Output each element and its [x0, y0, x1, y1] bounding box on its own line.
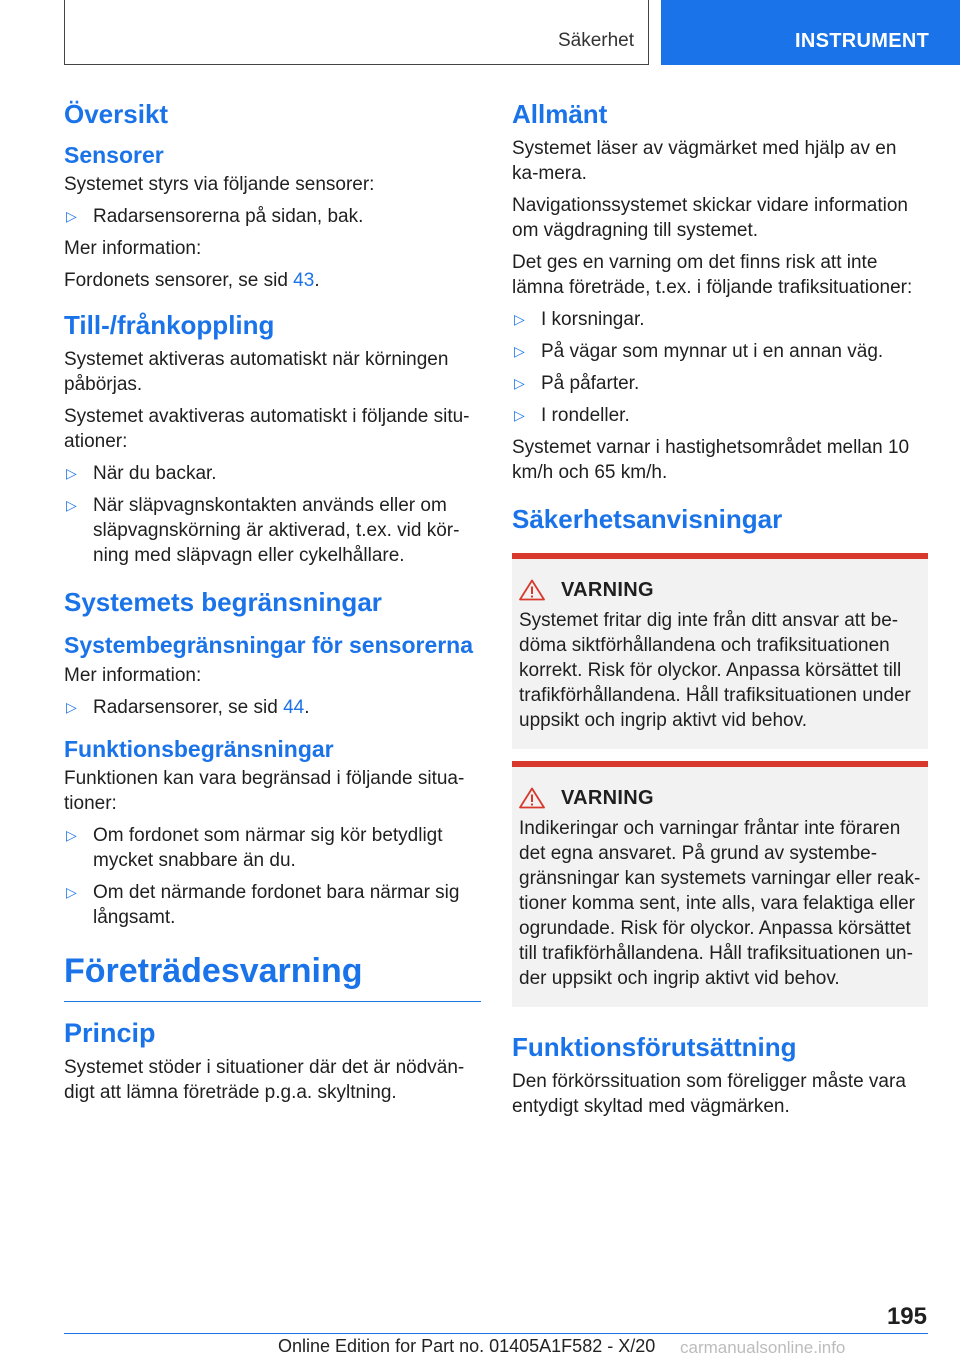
paragraph: Systemet läser av vägmärket med hjälp av en ka-mera. — [512, 137, 897, 184]
bullet-list — [64, 461, 481, 568]
warning-box — [512, 761, 928, 1007]
triangle-right-icon: ▷ — [514, 342, 525, 359]
heading-systemets-begransningar: Systemets begränsningar — [64, 587, 382, 618]
heading-systembegransningar-sensorerna: Systembegränsningar för sensorerna — [64, 632, 474, 659]
paragraph-with-link: Fordonets sensorer, se sid 43. — [64, 270, 320, 292]
triangle-right-icon: ▷ — [66, 208, 77, 225]
list-item: ▷ När du backar. — [66, 463, 217, 485]
warning-triangle-icon — [519, 787, 545, 809]
footer-edition: Online Edition for Part no. 01405A1F582 - X/20 — [278, 1336, 656, 1356]
page-link-43[interactable]: 43 — [293, 270, 315, 292]
triangle-right-icon: ▷ — [514, 310, 525, 327]
warning-title: VARNING — [519, 787, 921, 810]
list-item: ▷ Om fordonet som närmar sig kör betydligt mycket snabbare än du. — [66, 824, 443, 871]
list-item: ▷ Om det närmande fordonet bara närmar sig långsamt. — [66, 881, 460, 928]
right-column — [512, 100, 928, 1126]
paragraph: Den förkörssituation som föreligger måste vara entydigt skyltad med vägmärken. — [512, 1070, 906, 1117]
heading-oversikt: Översikt — [64, 99, 169, 129]
triangle-right-icon: ▷ — [66, 497, 77, 514]
bullet-list — [64, 695, 481, 720]
header-chapter-title: INSTRUMENT — [795, 30, 930, 52]
triangle-right-icon: ▷ — [66, 698, 77, 715]
triangle-right-icon: ▷ — [66, 465, 77, 482]
bullet-list — [512, 307, 928, 428]
bullet-list — [64, 204, 481, 229]
heading-allmant: Allmänt — [512, 99, 608, 129]
paragraph: Det ges en varning om det finns risk att inte lämna företräde, t.ex. i följande trafiksituationer: — [512, 251, 913, 298]
left-column — [64, 100, 481, 1112]
header-section-title: Säkerhet — [557, 30, 634, 51]
heading-funktionsforutsattning: Funktionsförutsättning — [512, 1031, 797, 1062]
list-item: ▷ När släpvagnskontakten används eller om släpvagnskörning är aktiverad, t.ex. vid kör-ning med släpvagn eller cykelhållare. — [66, 495, 460, 567]
watermark: carmanualsonline.info — [680, 1338, 846, 1357]
header-section-box — [64, 0, 649, 65]
paragraph: Systemet stöder i situationer där det är nödvän-digt att lämna företräde p.g.a. skyltning. — [64, 1057, 465, 1104]
triangle-right-icon: ▷ — [66, 826, 77, 843]
warning-triangle-icon — [519, 579, 545, 601]
heading-sensorer: Sensorer — [64, 141, 164, 168]
paragraph: Mer information: — [64, 238, 202, 260]
triangle-right-icon: ▷ — [66, 883, 77, 900]
bullet-list — [64, 823, 481, 930]
page-number: 195 — [886, 1303, 927, 1330]
warning-text: Indikeringar och varningar fråntar inte föraren det egna ansvaret. På grund av systembe-gränsningar kan systemets varningar eller reak-tioner komma sent, inte alls, vara felaktiga eller ogrundade. Risk för olyckor. Anpassa körsättet till trafikförhållandena. Håll trafiksituationen un-der uppsikt och ingrip aktivt vid behov. — [519, 817, 921, 989]
paragraph: Navigationssystemet skickar vidare information om vägdragning till systemet. — [512, 194, 908, 241]
list-item: ▷ På påfarter. — [514, 372, 640, 394]
list-item: ▷ Radarsensorer, se sid 44. — [66, 696, 310, 718]
paragraph: Systemet aktiveras automatiskt när körningen påbörjas. — [64, 349, 449, 396]
triangle-right-icon: ▷ — [514, 374, 525, 391]
paragraph: Systemet avaktiveras automatiskt i följande situ-ationer: — [64, 406, 470, 453]
heading-sakerhetsanvisningar: Säkerhetsanvisningar — [512, 503, 783, 534]
warning-text: Systemet fritar dig inte från ditt ansvar att be-döma siktförhållandena och trafiksituationen korrekt. Risk för olyckor. Anpassa körsättet till trafikförhållandena. Håll trafiksituationen under uppsikt och ingrip aktivt vid behov. — [519, 609, 911, 731]
footer-rule — [64, 1333, 928, 1334]
heading-foretradesvarning: Företrädesvarning — [64, 952, 481, 1002]
heading-princip: Princip — [64, 1017, 156, 1048]
list-item: ▷ I korsningar. — [514, 308, 645, 330]
page-link-44[interactable]: 44 — [283, 696, 305, 718]
heading-till-frankoppling: Till-/frånkoppling — [64, 310, 275, 341]
list-item: ▷ På vägar som mynnar ut i en annan väg. — [514, 340, 884, 362]
heading-funktionsbegransningar: Funktionsbegränsningar — [64, 735, 334, 762]
paragraph: Systemet varnar i hastighetsområdet mellan 10 km/h och 65 km/h. — [512, 436, 910, 483]
triangle-right-icon: ▷ — [514, 406, 525, 423]
paragraph: Funktionen kan vara begränsad i följande situa-tioner: — [64, 767, 465, 814]
list-item: ▷ I rondeller. — [514, 404, 630, 426]
paragraph: Mer information: — [64, 664, 202, 686]
warning-title: VARNING — [519, 579, 921, 602]
paragraph: Systemet styrs via följande sensorer: — [64, 174, 375, 196]
list-item: ▷ Radarsensorerna på sidan, bak. — [66, 206, 364, 228]
header-chapter-tab — [661, 0, 960, 65]
warning-box — [512, 553, 928, 749]
